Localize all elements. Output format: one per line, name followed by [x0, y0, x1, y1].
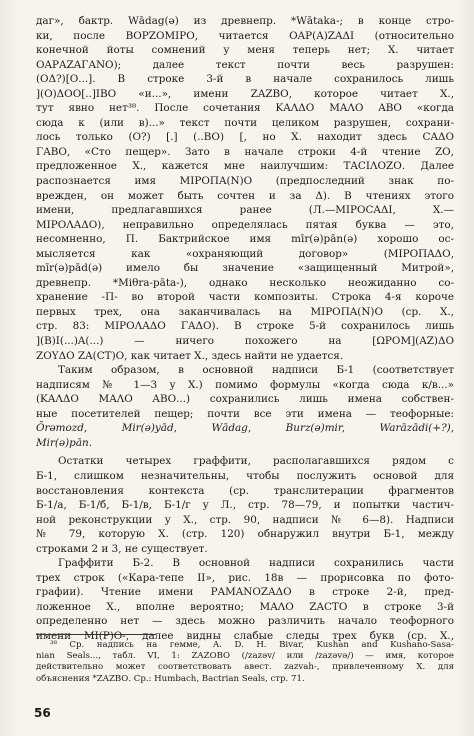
- paragraph-4: [36, 556, 454, 643]
- text-line: ΟΑΡΑΖΑΓΑΝΟ); далее текст почти весь разрушен:: [36, 58, 454, 71]
- text-line: определенно нет — здесь можно различить начало теофорного: [36, 615, 454, 628]
- footnote-line: ³⁸ Ср. надпись на гемме, A. D. H. Bivar, Kushan and Kushano-Sasa-: [50, 640, 454, 650]
- text-line: Таким образом, в основной надписи Б-1 (соответствует: [58, 364, 454, 377]
- body-text: [36, 14, 454, 644]
- text-line: Ōrəmozd, Mir(ə)yād, Wādag, Burz(ə)mir, Warāzādi(+?),: [36, 422, 454, 435]
- footnote-line: nian Seals..., табл. VI, 1: ΖΑΖΟΒΟ (/zazəv/ или /zazəvə/) — имя, которое: [36, 651, 454, 662]
- text-line: предложенное Х., кажется мне наилучшим: ΤΑCΙΛΟΖΟ. Далее: [36, 160, 454, 173]
- text-line: графии). Чтение имени ΡΑΜΑΝΟΖΑΔΟ в строке 2-й, пред-: [36, 586, 454, 599]
- text-line: Остатки четырех граффити, располагавшихся рядом с: [58, 455, 454, 468]
- text-line: mīr(ə)pād(ə) имело бы значение «защищенный Митрой»,: [36, 262, 454, 275]
- text-line: имени, предлагавшихся ранее (Л.—ΜΙΡΟCΑΔΙ, Х.—: [36, 204, 454, 217]
- text-line: трех строк («Кара-тепе II», рис. 18в — прорисовка по фото-: [36, 571, 454, 584]
- text-line: (ΚΑΛΔΟ ΜΑΛΟ ΑΒΟ...) сохранились лишь имена собствен-: [36, 393, 454, 406]
- text-line: несомненно, П. Бактрийское имя mīr(ə)pān(ə) хорошо ос-: [36, 233, 454, 246]
- text-line: лось только (Ο?) [.] (..ΒΟ) [, но Х. находит здесь CAΔΟ: [36, 131, 454, 144]
- text-line: № 79, которую Х. (стр. 120) обнаружил внутри Б-1, между: [36, 528, 454, 541]
- text-line: первых трех, она заканчивалась на ΜΙΡΟΠΑ(Ν)Ο (ср. Х.,: [36, 305, 454, 318]
- text-line: восстановления контекста (ср. транслитерации фрагментов: [36, 484, 454, 497]
- text-line: надписям № 1—3 у Х.) помимо формулы «когда сюда к/в...»: [36, 378, 454, 391]
- text-line: ΜΙΡΟΛΑΔΟ), неправильно определялась пятая буква — это,: [36, 218, 454, 231]
- text-line: ной реконструкции у Х., стр. 90, надписи № 6—8). Надписи: [36, 513, 454, 526]
- text-line: конечной йоты сомнений у меня теперь нет; Х. читает: [36, 44, 454, 57]
- footnote-line: действительно может соответствовать авест. zazvah-, привлеченному Х. для: [36, 662, 454, 673]
- text-line: распознается имя ΜΙΡΟΠΑ(Ν)Ο (предпоследний знак по-: [36, 175, 454, 188]
- text-line: ΓΑΒΟ, «Сто пещер». Зато в начале строки 4-й чтение ΖΟ,: [36, 145, 454, 158]
- text-line: стр. 83: ΜΙΡΟΛΑΔΟ ΓΑΔΟ). В строке 5-й сохранилось лишь: [36, 320, 454, 333]
- text-line: даг», бактр. Wādag(ə) из древнепр. *Wātaka-; в конце стро-: [36, 15, 454, 27]
- text-line: сюда к (или в)...» текст почти целиком разрушен, сохрани-: [36, 116, 454, 129]
- text-line: имени ΜΙ(Ρ)Ο-, далее видны слабые следы трех букв (ср. Х.,: [36, 629, 454, 642]
- footnote-divider: [36, 634, 156, 635]
- text-line: ](Ο)ΔΟΟ[..]ΙΒΟ «и...», имени ΖΑΖΒΟ, которое читает Х.,: [36, 87, 454, 100]
- paragraph-1: [36, 14, 454, 363]
- text-line: ные посетителей пещер; почти все эти имена — теофорные:: [36, 407, 454, 420]
- text-line: хранение -П- во второй части композиты. Строка 4-я короче: [36, 291, 454, 304]
- footnote-line: объяснения *ΖΑΖΒΟ. Ср.: Humbach, Bactrian Seals, стр. 71.: [36, 673, 305, 684]
- text-line: мысляется как «охраняющий договор» (ΜΙΡΟΠΑΔΟ,: [36, 247, 454, 260]
- page-number: 56: [34, 706, 51, 720]
- text-line: Б-1/а, Б-1/б, Б-1/в, Б-1/г у Л., стр. 78—79, и попытки частич-: [36, 499, 454, 512]
- text-line: ложенное Х., вполне вероятно; ΜΑΛΟ ΖΑCΤΟ в строке 3-й: [36, 600, 454, 613]
- text-line: (ΟΔ?)[Ο...]. В строке 3-й в начале сохранилось лишь: [36, 73, 454, 86]
- text-line: Граффити Б-2. В основной надписи сохранились части: [58, 557, 454, 570]
- text-line: древнепр. *Miθra-pāta-), однако несколько неожиданно со-: [36, 276, 454, 289]
- text-line: тут явно нет³⁸. После сочетания ΚΑΛΔΟ ΜΑΛΟ ΑΒΟ «когда: [36, 102, 454, 115]
- footnotes: [36, 640, 454, 685]
- paragraph-3: [36, 454, 454, 556]
- text-line: строками 2 и 3, не существует.: [36, 542, 208, 555]
- text-line: Mir(ə)pān.: [36, 436, 93, 449]
- text-line: Б-1, слишком незначительны, чтобы послужить основой для: [36, 469, 454, 482]
- text-line: ки, после ΒΟΡΖΟΜΙΡΟ, читается ΟΑΡ(Α)ΖΑΔΙ (относительно: [36, 29, 454, 42]
- text-line: врежден, он может быть сочтен и за Δ). В чтениях этого: [36, 189, 454, 202]
- paragraph-2: [36, 363, 454, 450]
- text-line: ΖΟΥΔΟ ΖΑ(CΤ)Ο, как читает Х., здесь найти не удается.: [36, 349, 344, 362]
- text-line: ](Β)Ι(...)Α(...) — ничего похожего на [ΩΡΟΜ](ΑΖ)ΔΟ: [36, 335, 454, 348]
